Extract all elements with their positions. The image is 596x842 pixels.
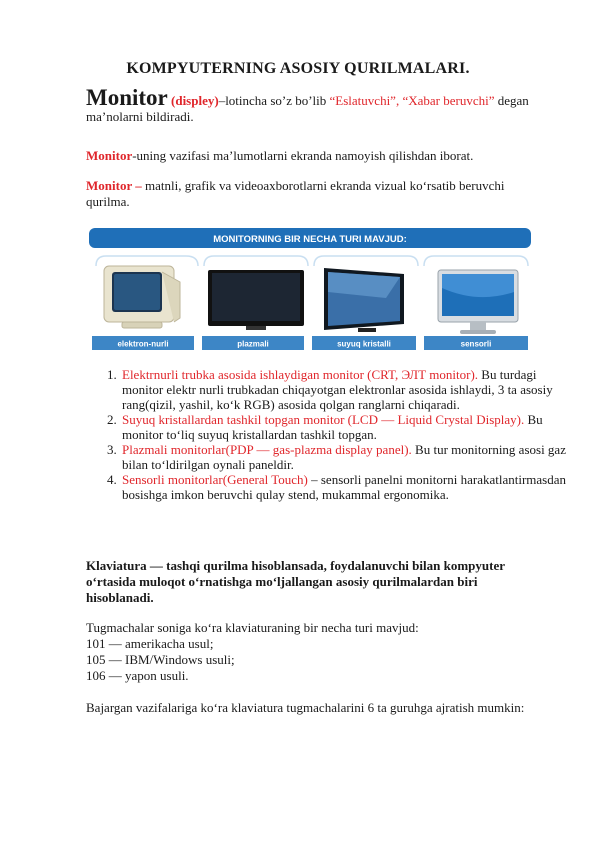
- label-crt: elektron-nurli: [117, 339, 169, 349]
- keyboard-type-item: 101 — amerikacha usul;: [86, 636, 214, 651]
- lcd-monitor-image: [324, 268, 404, 332]
- list-item-text: Bu tur monitorning asosi gaz bilan to‘ldirilgan oynali paneldir.: [122, 442, 566, 472]
- list-item-title: Sensorli monitorlar(General Touch): [122, 472, 308, 487]
- purpose-text: -uning vazifasi ma’lumotlarni ekranda namoyish qilishdan iborat.: [132, 148, 474, 163]
- page-title: KOMPYUTERNING ASOSIY QURILMALARI.: [126, 60, 470, 77]
- monitor-types-banner: [86, 226, 534, 352]
- monitor-word: Monitor: [86, 85, 168, 110]
- list-item: [120, 442, 572, 472]
- display-term: (displey): [171, 93, 219, 108]
- definition-text: –lotincha so’z bo’lib: [218, 93, 330, 108]
- list-item-title: Suyuq kristallardan tashkil topgan monitor (LCD — Liquid Crystal Display).: [122, 412, 525, 427]
- list-item-text: Bu monitor to‘liq suyuq kristallardan tashkil topgan.: [122, 412, 543, 442]
- keyboard-type-item: 105 — IBM/Windows usuli;: [86, 652, 235, 667]
- monitor-types-list: [86, 367, 572, 502]
- keyboard-definition: Klaviatura — tashqi qurilma hisoblansada, foydalanuvchi bilan kompyuter o‘rtasida muloqot o‘rnatishga mo‘ljallangan asosiy qurilmalardan biri hisoblanadi.: [86, 558, 505, 605]
- plasma-monitor-image: [208, 270, 304, 330]
- monitor-term: Monitor: [86, 148, 133, 163]
- key-groups-paragraph: Bajargan vazifalariga ko‘ra klaviatura tugmachalarini 6 ta guruhga ajratish mumkin:: [86, 700, 525, 715]
- monitor-definition: [86, 85, 538, 125]
- monitor-description: [86, 178, 538, 210]
- meaning-quotes: “Eslatuvchi”, “Xabar beruvchi”: [329, 93, 495, 108]
- monitor-term-2: Monitor –: [86, 178, 142, 193]
- description-text: matnli, grafik va videoaxborotlarni ekranda vizual ko‘rsatib beruvchi qurilma.: [86, 178, 505, 209]
- list-item-text: Bu turdagi monitor elektr nurli trubkadan chiqayotgan elektronlar asosida ishlaydi, 3 ta asosiy rang(qizil, yashil, ko‘k RGB) asosida qolgan ranglarni chiqaradi.: [122, 367, 553, 412]
- monitor-purpose: [86, 148, 538, 164]
- keyboard-types: [86, 620, 538, 684]
- keyboard-type-item: 106 — yapon usuli.: [86, 668, 189, 683]
- label-lcd: suyuq kristalli: [337, 339, 391, 349]
- list-item-text: – sensorli panelni monitorni harakatlantirmasdan bosishga imkon beruvchi qulay stend, mukammal ergonomika.: [122, 472, 566, 502]
- list-item: [120, 412, 572, 442]
- list-item-title: Plazmali monitorlar(PDP — gas-plazma display panel).: [122, 442, 412, 457]
- crt-monitor-image: [104, 266, 180, 328]
- label-plasma: plazmali: [237, 339, 269, 349]
- banner-heading: MONITORNING BIR NECHA TURI MAVJUD:: [213, 234, 407, 245]
- definition-text-end: degan ma’nolarni bildiradi.: [86, 93, 529, 124]
- list-item: [120, 472, 572, 502]
- list-item-title: Elektrnurli trubka asosida ishlaydigan monitor (CRT, ЭЛТ monitor).: [122, 367, 479, 382]
- list-item: [120, 367, 572, 412]
- keyboard-types-intro: Tugmachalar soniga ko‘ra klaviaturaning bir necha turi mavjud:: [86, 620, 419, 635]
- label-touch: sensorli: [460, 339, 492, 349]
